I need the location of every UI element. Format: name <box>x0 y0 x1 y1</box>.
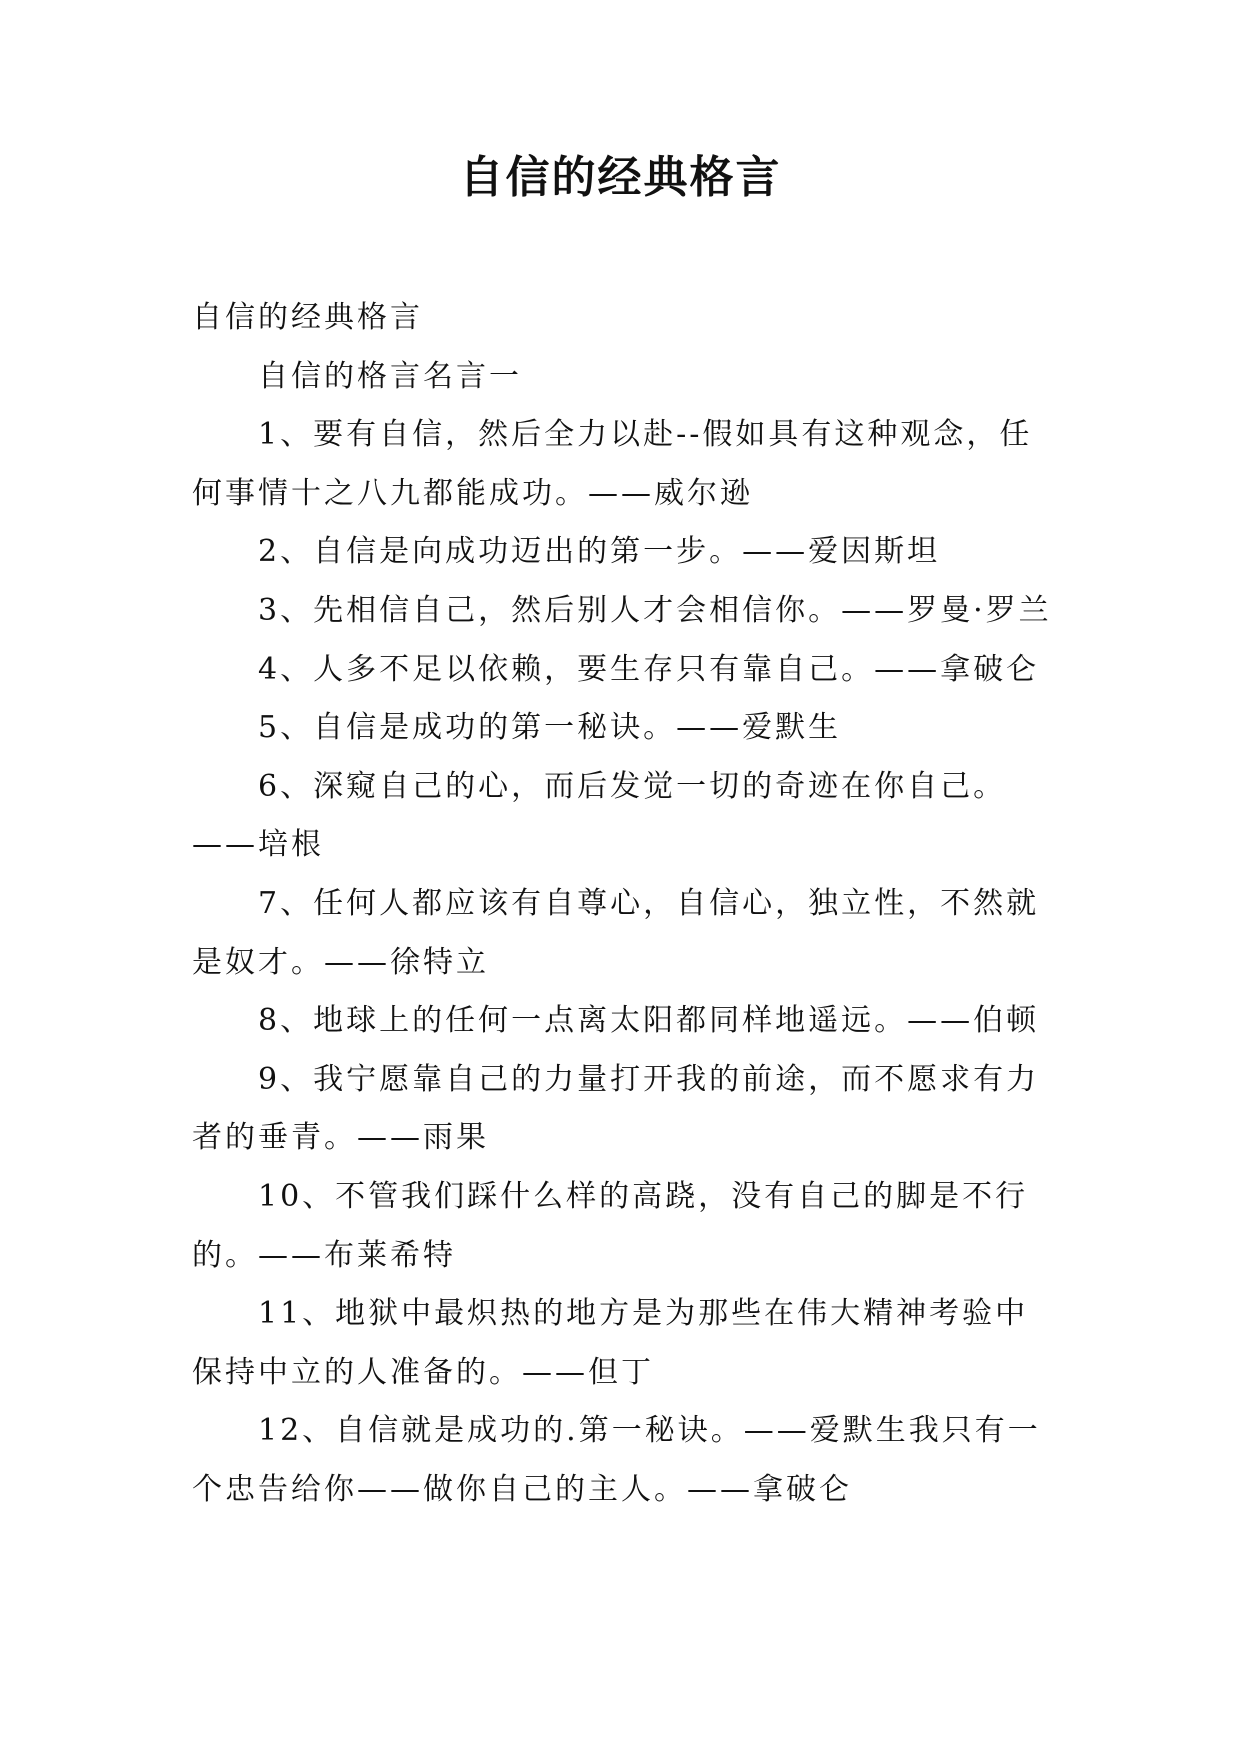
document-body <box>192 289 1054 1519</box>
subsection-heading: 自信的格言名言一 <box>258 358 522 394</box>
quote-item: 2、自信是向成功迈出的第一步。——爱因斯坦 <box>258 534 941 570</box>
quote-item: 11、地狱中最炽热的地方是为那些在伟大精神考验中保持中立的人准备的。——但丁 <box>192 1296 1029 1390</box>
quote-item: 1、要有自信，然后全力以赴--假如具有这种观念，任何事情十之八九都能成功。——威尔逊 <box>192 417 1033 511</box>
quote-item: 3、先相信自己，然后别人才会相信你。——罗曼·罗兰 <box>258 592 1052 628</box>
section-heading: 自信的经典格言 <box>192 300 423 335</box>
document-title: 自信的经典格言 <box>459 152 782 203</box>
quote-item: 8、地球上的任何一点离太阳都同样地遥远。——伯顿 <box>258 1003 1040 1039</box>
quote-item: 7、任何人都应该有自尊心，自信心，独立性，不然就是奴才。——徐特立 <box>192 885 1040 980</box>
quote-item: 12、自信就是成功的.第一秘诀。——爱默生我只有一个忠告给你——做你自己的主人。——拿破仑 <box>192 1413 1041 1507</box>
quote-item: 5、自信是成功的第一秘诀。——爱默生 <box>258 710 842 746</box>
quote-item: 6、深窥自己的心，而后发觉一切的奇迹在你自己。——培根 <box>192 768 1007 863</box>
quote-item: 4、人多不足以依赖，要生存只有靠自己。——拿破仑 <box>258 651 1040 687</box>
quote-item: 9、我宁愿靠自己的力量打开我的前途，而不愿求有力者的垂青。——雨果 <box>192 1061 1040 1156</box>
quote-item: 10、不管我们踩什么样的高跷，没有自己的脚是不行的。——布莱希特 <box>192 1178 1029 1273</box>
